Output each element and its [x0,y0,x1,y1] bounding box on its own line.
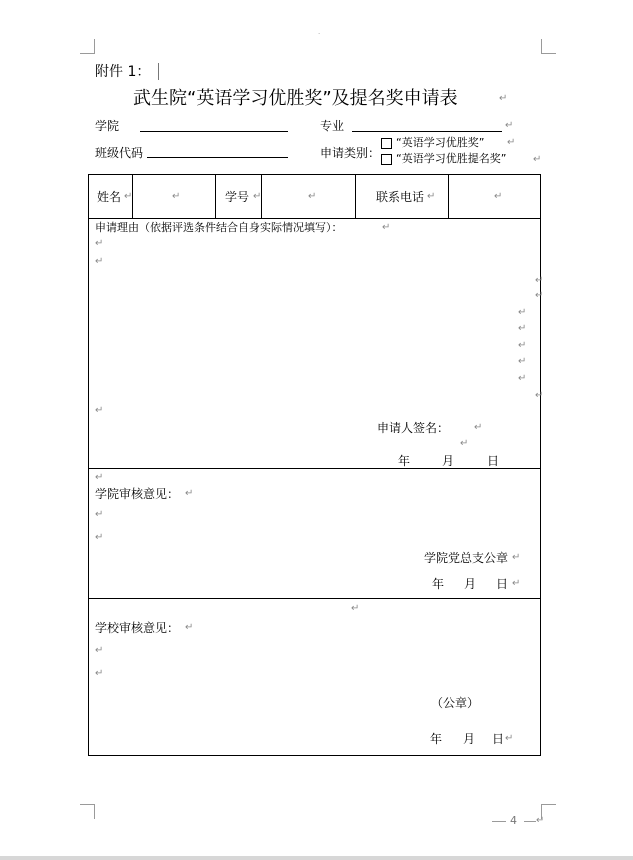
paragraph-mark: ↵ [95,405,104,416]
reason-label: 申请理由（依据评选条件结合自身实际情况填写）： [95,221,343,234]
student-id-label: 学号 [225,190,250,204]
paragraph-mark: ↵ [95,532,104,543]
paragraph-mark: ↵ [460,438,469,449]
paragraph-mark: ↵ [518,323,527,334]
paragraph-mark: ↵ [351,603,360,614]
paragraph-mark: ↵ [512,578,521,589]
school-date-year: 年 [430,732,443,746]
paragraph-mark: ↵ [535,390,544,401]
category-checkbox-1[interactable] [381,138,392,149]
date-year: 年 [398,454,411,468]
paragraph-mark: ↵ [427,191,436,202]
paragraph-mark: ↵ [95,472,104,483]
college-date-month: 月 [464,577,477,591]
school-seal-label: （公章） [431,696,480,710]
table-col-divider [448,175,449,219]
class-code-field[interactable] [147,157,288,158]
category-label: 申请类别： [320,146,381,160]
college-field[interactable] [140,131,288,132]
category-option-2: “英语学习优胜提名奖” [396,152,507,165]
student-id-value-cell[interactable]: ↵ [308,191,317,202]
page-number-dash-right [524,821,536,822]
text-cursor[interactable] [158,63,159,80]
paragraph-mark: ↵ [95,645,104,656]
table-col-divider [355,175,356,219]
paragraph-mark: ↵ [185,622,194,633]
paragraph-mark: ↵ [95,668,104,679]
paragraph-mark: ↵ [185,488,194,499]
header-dot: · [318,30,321,38]
date-month: 月 [442,454,455,468]
phone-value-cell[interactable]: ↵ [494,191,503,202]
school-date-day: 日 [492,732,505,746]
category-checkbox-2[interactable] [381,154,392,165]
school-review-label: 学校审核意见： [95,621,180,635]
paragraph-mark: ↵ [535,275,544,286]
school-date-month: 月 [463,732,476,746]
paragraph-mark: ↵ [505,733,514,744]
crop-mark-bottom-left [80,804,95,819]
paragraph-mark: ↵ [474,422,483,433]
college-seal-label: 学院党总支公章 [424,551,509,565]
page-number-dash-left [492,821,506,822]
paragraph-mark: ↵ [518,356,527,367]
paragraph-mark: ↵ [507,137,516,148]
paragraph-mark: ↵ [95,509,104,520]
paragraph-mark: ↵ [95,256,104,267]
college-date-day: 日 [496,577,509,591]
paragraph-mark: ↵ [535,290,544,301]
major-field[interactable] [352,131,502,132]
name-label: 姓名 [97,190,122,204]
paragraph-mark: ↵ [124,191,133,202]
paragraph-mark: ↵ [518,340,527,351]
phone-label: 联系电话 [376,190,425,204]
paragraph-mark: ↵ [518,307,527,318]
crop-mark-top-left [80,39,95,54]
table-row-divider [88,218,541,219]
date-day: 日 [487,454,500,468]
applicant-signature-label: 申请人签名： [377,421,450,435]
major-label: 专业 [320,119,345,133]
paragraph-mark: ↵ [512,552,521,563]
table-row-divider [88,468,541,469]
paragraph-mark: ↵ [253,191,262,202]
paragraph-mark: ↵ [382,222,391,233]
paragraph-mark: ↵ [533,154,542,165]
table-row-divider [88,598,541,599]
paragraph-mark: ↵ [95,238,104,249]
page-bottom-border [0,856,633,860]
paragraph-mark: ↵ [518,373,527,384]
document-title: 武生院“英语学习优胜奖”及提名奖申请表 [133,88,458,109]
table-col-divider [215,175,216,219]
attachment-label: 附件 1： [95,64,151,80]
page-number: 4 [510,814,517,827]
application-table [88,174,544,756]
paragraph-mark: ↵ [499,93,508,104]
college-label: 学院 [95,119,120,133]
name-value-cell[interactable]: ↵ [172,191,181,202]
class-code-label: 班级代码 [95,146,144,160]
category-option-1: “英语学习优胜奖” [396,136,485,149]
college-review-label: 学院审核意见： [95,487,180,501]
paragraph-mark: ↵ [505,120,514,131]
paragraph-mark: ↵ [536,815,545,826]
crop-mark-top-right [541,39,556,54]
college-date-year: 年 [432,577,445,591]
